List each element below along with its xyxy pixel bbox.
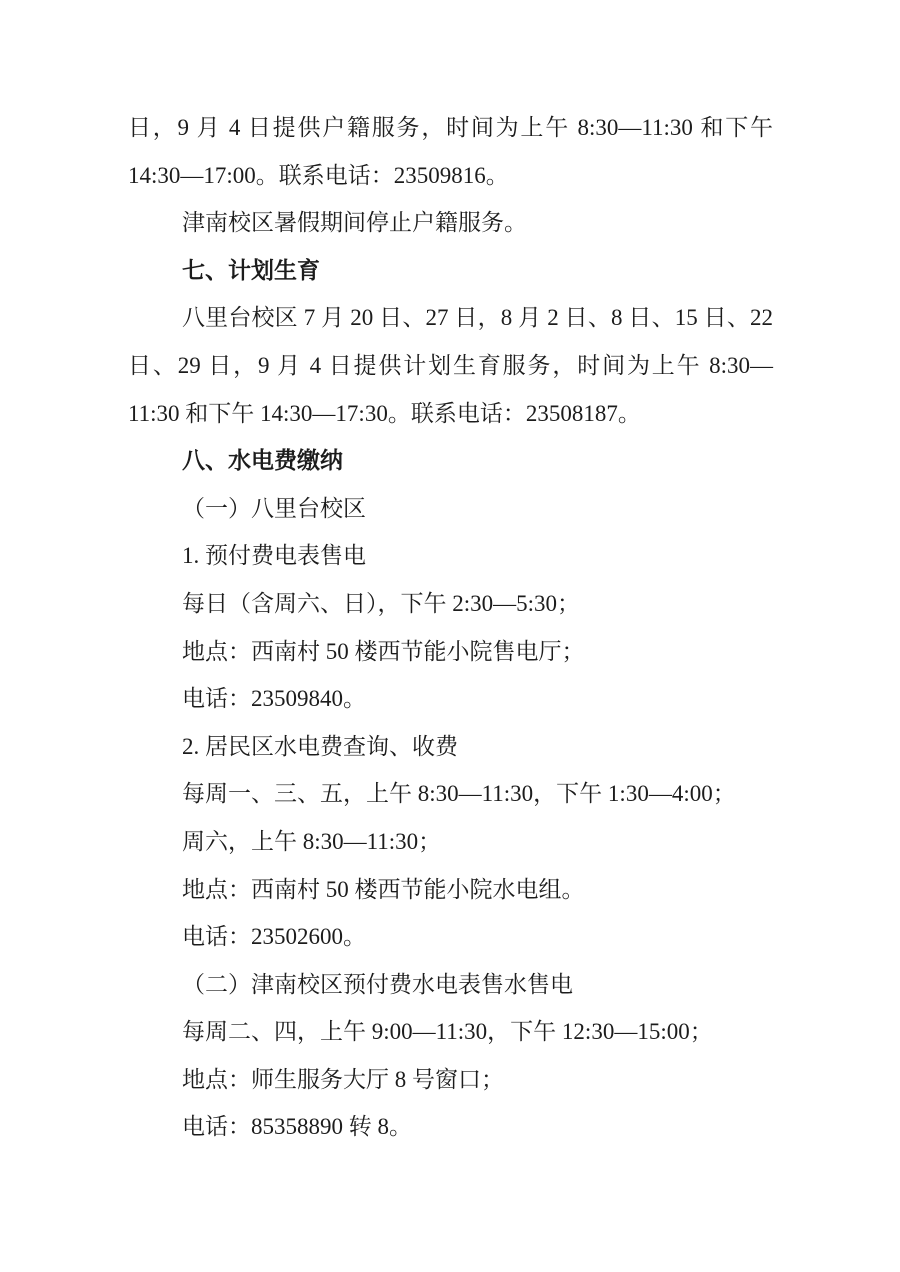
paragraph: 每周二、四，上午 9:00—11:30，下午 12:30—15:00； <box>182 1019 713 1045</box>
paragraph: 电话：85358890 转 8。 <box>182 1114 412 1140</box>
paragraph: 每周一、三、五，上午 8:30—11:30，下午 1:30—4:00； <box>182 781 736 807</box>
document-body <box>128 104 773 1151</box>
section-heading: 八、水电费缴纳 <box>182 448 343 474</box>
paragraph: 每日（含周六、日），下午 2:30—5:30； <box>182 590 581 616</box>
section-heading: 七、计划生育 <box>182 257 320 283</box>
paragraph: 电话：23502600。 <box>182 924 366 950</box>
paragraph: 日，9 月 4 日提供户籍服务，时间为上午 8:30—11:30 和下午 14:30—17:00。联系电话：23509816。 <box>128 115 773 188</box>
paragraph: 地点：西南村 50 楼西节能小院水电组。 <box>182 876 585 902</box>
paragraph: 津南校区暑假期间停止户籍服务。 <box>182 210 527 236</box>
paragraph: 2. 居民区水电费查询、收费 <box>182 733 458 759</box>
paragraph: （一）八里台校区 <box>182 495 366 521</box>
paragraph: 电话：23509840。 <box>182 686 366 712</box>
paragraph: 1. 预付费电表售电 <box>182 543 366 569</box>
paragraph: 八里台校区 7 月 20 日、27 日，8 月 2 日、8 日、15 日、22 日、29 日，9 月 4 日提供计划生育服务，时间为上午 8:30—11:30 和下午 14:30—17:30。联系电话：23508187。 <box>128 305 773 426</box>
paragraph: 周六，上午 8:30—11:30； <box>182 828 442 854</box>
paragraph: （二）津南校区预付费水电表售水售电 <box>182 971 573 997</box>
paragraph: 地点：师生服务大厅 8 号窗口； <box>182 1066 504 1092</box>
paragraph: 地点：西南村 50 楼西节能小院售电厅； <box>182 638 585 664</box>
